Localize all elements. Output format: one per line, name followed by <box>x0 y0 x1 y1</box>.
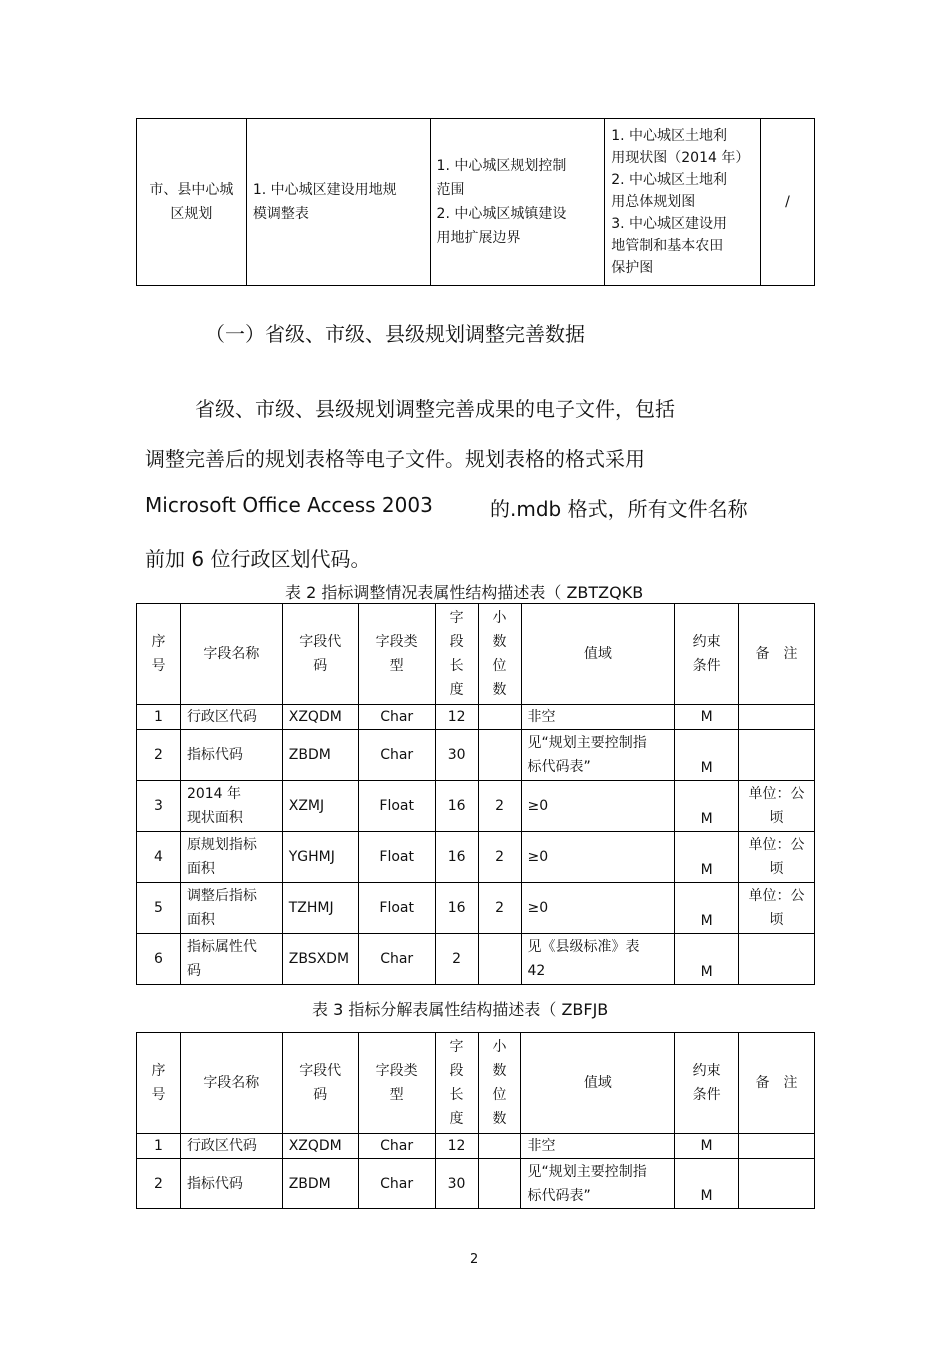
table2-header: 字 段 长 度 <box>435 604 478 705</box>
table-cell: 调整后指标 面积 <box>180 883 282 934</box>
top-table-cell: / <box>761 119 815 286</box>
table-cell: 单位：公 顷 <box>739 883 815 934</box>
table-cell: 单位：公 顷 <box>739 781 815 832</box>
table-cell <box>478 1134 521 1159</box>
table-cell: 指标代码 <box>180 730 282 781</box>
table-cell: 5 <box>137 883 181 934</box>
table-cell: M <box>675 730 739 781</box>
table-cell: 3 <box>137 781 181 832</box>
table-cell: 指标代码 <box>180 1159 282 1209</box>
table-cell: Char <box>358 934 435 985</box>
table-cell: 原规划指标 面积 <box>180 832 282 883</box>
table-cell: 非空 <box>521 705 675 730</box>
table3-header: 字段名称 <box>180 1033 282 1134</box>
table2-header: 序 号 <box>137 604 181 705</box>
table-cell: TZHMJ <box>282 883 358 934</box>
table-cell: ZBDM <box>282 730 358 781</box>
table-cell: 4 <box>137 832 181 883</box>
table-cell <box>739 705 815 730</box>
table-cell <box>739 1134 815 1159</box>
table-cell: 2 <box>435 934 478 985</box>
table-cell: 2 <box>478 832 521 883</box>
table3-header: 小 数 位 数 <box>478 1033 521 1134</box>
table3-header: 约束 条件 <box>675 1033 739 1134</box>
table-cell <box>739 1159 815 1209</box>
table-cell: 16 <box>435 883 478 934</box>
table-cell: 16 <box>435 781 478 832</box>
table-cell: 30 <box>435 730 478 781</box>
table-cell: 2 <box>478 781 521 832</box>
table-cell: Float <box>358 832 435 883</box>
table-cell: 2 <box>478 883 521 934</box>
top-table-cell: 1. 中心城区土地利 用现状图（2014 年） 2. 中心城区土地利 用总体规划图 3. 中心城区建设用 地管制和基本农田 保护图 <box>605 119 761 286</box>
table-cell: Float <box>358 781 435 832</box>
table-cell: ≥0 <box>521 832 675 883</box>
table-cell: 见《县级标准》表 42 <box>521 934 675 985</box>
table-cell: 2 <box>137 1159 181 1209</box>
table-cell <box>478 705 521 730</box>
table-cell: XZMJ <box>282 781 358 832</box>
table3-header: 字段代 码 <box>282 1033 358 1134</box>
table-cell: M <box>675 934 739 985</box>
table-cell <box>478 1159 521 1209</box>
table-cell: M <box>675 1159 739 1209</box>
table3-header: 备 注 <box>739 1033 815 1134</box>
table-cell: M <box>675 1134 739 1159</box>
table-cell: ZBSXDM <box>282 934 358 985</box>
top-table-cell: 1. 中心城区规划控制 范围 2. 中心城区城镇建设 用地扩展边界 <box>430 119 605 286</box>
table-cell: ZBDM <box>282 1159 358 1209</box>
table-cell: ≥0 <box>521 781 675 832</box>
table3-header: 序 号 <box>137 1033 181 1134</box>
table-cell: Char <box>358 1159 435 1209</box>
table-cell: 见“规划主要控制指 标代码表” <box>521 1159 675 1209</box>
table-cell: M <box>675 781 739 832</box>
table2-header: 小 数 位 数 <box>478 604 521 705</box>
table-cell: 单位：公 顷 <box>739 832 815 883</box>
table-cell <box>739 934 815 985</box>
table-cell: 2014 年 现状面积 <box>180 781 282 832</box>
table2-header: 约束 条件 <box>675 604 739 705</box>
table-cell: 12 <box>435 705 478 730</box>
table2-header: 值域 <box>521 604 675 705</box>
table-cell: 非空 <box>521 1134 675 1159</box>
table-cell <box>478 934 521 985</box>
table-cell: ≥0 <box>521 883 675 934</box>
table-cell: Char <box>358 1134 435 1159</box>
table-cell: 1 <box>137 1134 181 1159</box>
table2-caption: 表 2 指标调整情况表属性结构描述表（ ZBTZQKB <box>285 583 644 602</box>
table-cell: 12 <box>435 1134 478 1159</box>
paragraph-line: Microsoft Office Access 2003 <box>145 493 433 517</box>
table-cell: XZQDM <box>282 1134 358 1159</box>
table-cell: 见“规划主要控制指 标代码表” <box>521 730 675 781</box>
table3 <box>136 1032 815 1209</box>
section-heading: （一）省级、市级、县级规划调整完善数据 <box>205 322 585 346</box>
top-table-cell: 市、县中心城 区规划 <box>137 119 247 286</box>
paragraph-line: 调整完善后的规划表格等电子文件。规划表格的格式采用 <box>145 447 645 471</box>
paragraph-line: 的.mdb 格式，所有文件名称 <box>490 497 748 521</box>
table2-header: 字段代 码 <box>282 604 358 705</box>
table2 <box>136 603 815 985</box>
table-cell: Char <box>358 730 435 781</box>
table-cell: 2 <box>137 730 181 781</box>
table-cell: 指标属性代 码 <box>180 934 282 985</box>
table-cell: 30 <box>435 1159 478 1209</box>
table-cell <box>739 730 815 781</box>
table-cell: 16 <box>435 832 478 883</box>
table-cell: 行政区代码 <box>180 705 282 730</box>
table3-caption: 表 3 指标分解表属性结构描述表（ ZBFJB <box>312 1000 609 1019</box>
table3-header: 值域 <box>521 1033 675 1134</box>
top-table <box>136 118 815 286</box>
table-cell: M <box>675 883 739 934</box>
table-cell: M <box>675 705 739 730</box>
table-cell: 行政区代码 <box>180 1134 282 1159</box>
paragraph-line: 省级、市级、县级规划调整完善成果的电子文件，包括 <box>195 397 675 421</box>
table-cell: M <box>675 832 739 883</box>
table-cell <box>478 730 521 781</box>
page-number: 2 <box>470 1252 479 1267</box>
table-cell: Char <box>358 705 435 730</box>
table2-header: 备 注 <box>739 604 815 705</box>
table-cell: 6 <box>137 934 181 985</box>
table-cell: Float <box>358 883 435 934</box>
table-cell: XZQDM <box>282 705 358 730</box>
table-cell: YGHMJ <box>282 832 358 883</box>
paragraph-line: 前加 6 位行政区划代码。 <box>145 547 371 571</box>
table3-header: 字 段 长 度 <box>435 1033 478 1134</box>
table2-header: 字段类 型 <box>358 604 435 705</box>
table2-header: 字段名称 <box>180 604 282 705</box>
top-table-cell: 1. 中心城区建设用地规 模调整表 <box>246 119 430 286</box>
table-cell: 1 <box>137 705 181 730</box>
table3-header: 字段类 型 <box>358 1033 435 1134</box>
